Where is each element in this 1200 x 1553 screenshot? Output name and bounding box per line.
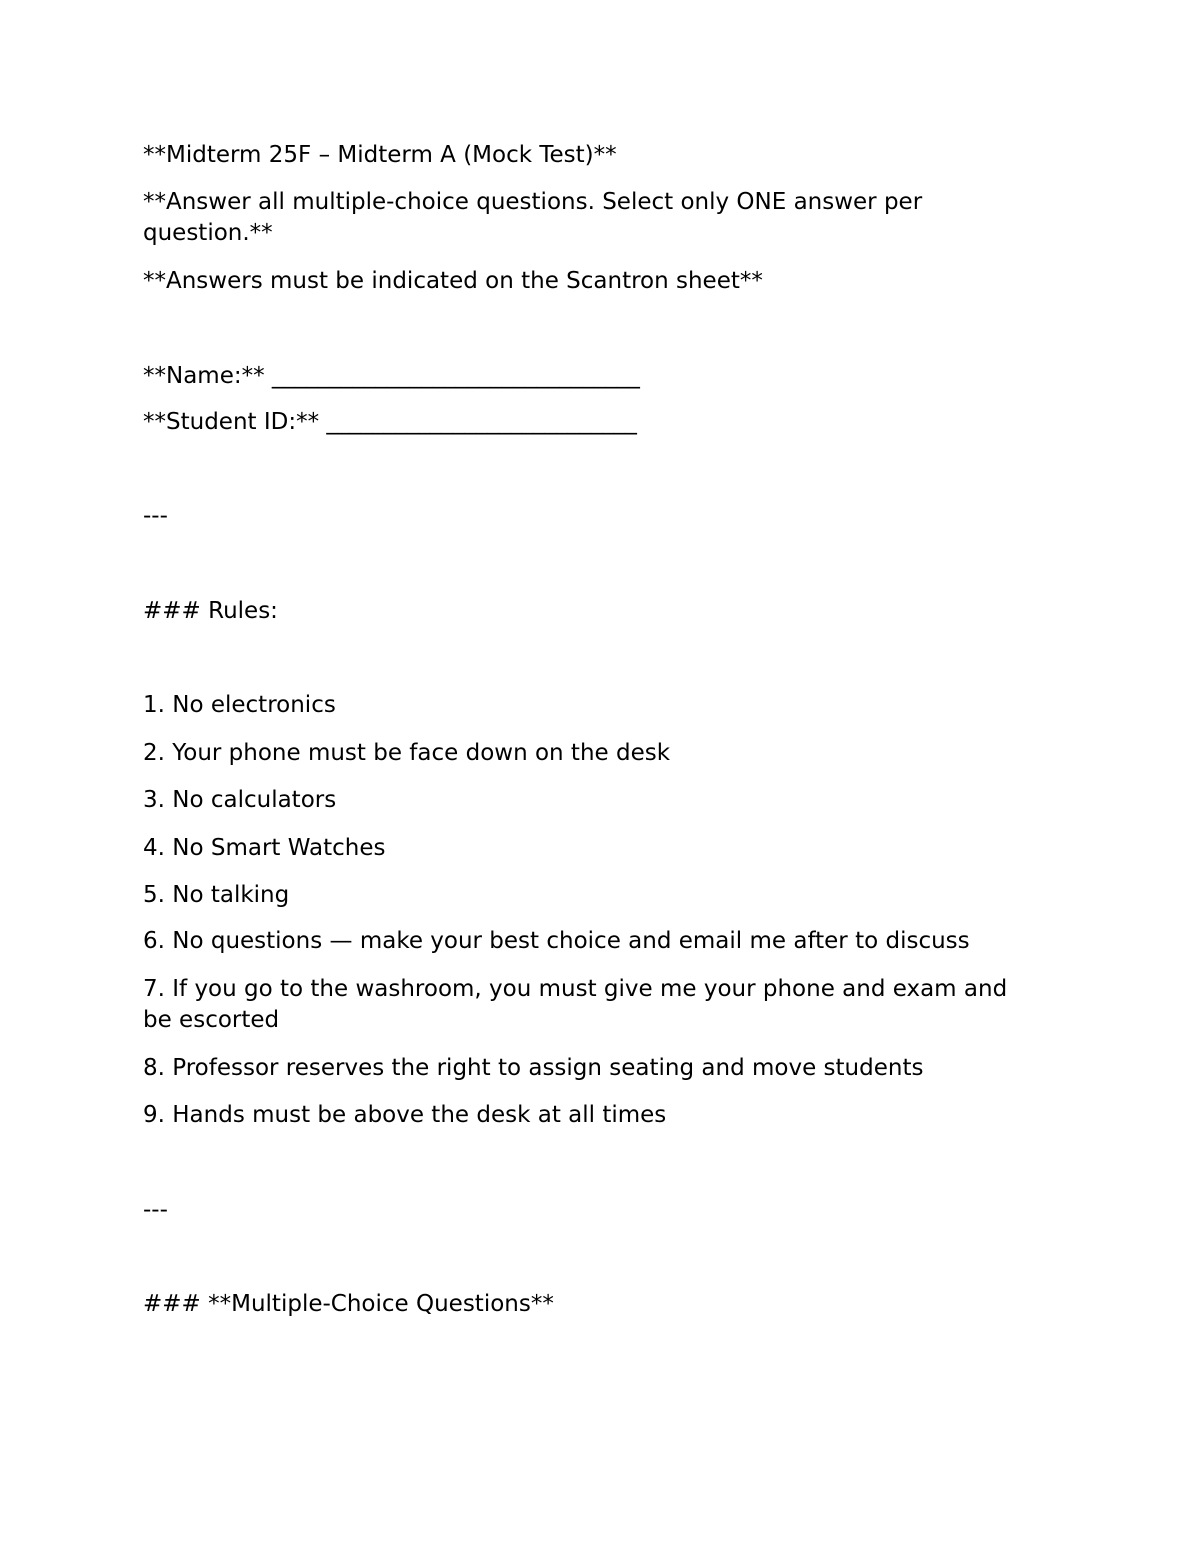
instruction-scantron: **Answers must be indicated on the Scantron sheet** [143,268,763,294]
separator-bottom: --- [143,1197,168,1223]
rule-item: 1. No electronics [143,692,336,718]
separator-top: --- [143,503,168,529]
rule-item: 8. Professor reserves the right to assign seating and move students [143,1055,924,1081]
questions-heading: ### **Multiple-Choice Questions** [143,1291,554,1317]
rule-item: 7. If you go to the washroom, you must give me your phone and exam and be escorted [143,976,1015,1033]
rule-item: 3. No calculators [143,787,337,813]
exam-title: **Midterm 25F – Midterm A (Mock Test)** [143,142,617,168]
rules-heading: ### Rules: [143,598,278,624]
rule-item: 5. No talking [143,882,290,908]
rule-item: 2. Your phone must be face down on the desk [143,740,671,766]
instruction-multiple-choice: **Answer all multiple-choice questions. Select only ONE answer per question.** [143,189,930,246]
rule-item: 9. Hands must be above the desk at all times [143,1102,667,1128]
student-id-field-line: **Student ID:** ___________________________ [143,409,637,435]
rule-item: 4. No Smart Watches [143,835,386,861]
rule-item: 6. No questions — make your best choice and email me after to discuss [143,928,970,954]
name-field-line: **Name:** ________________________________ [143,363,640,389]
